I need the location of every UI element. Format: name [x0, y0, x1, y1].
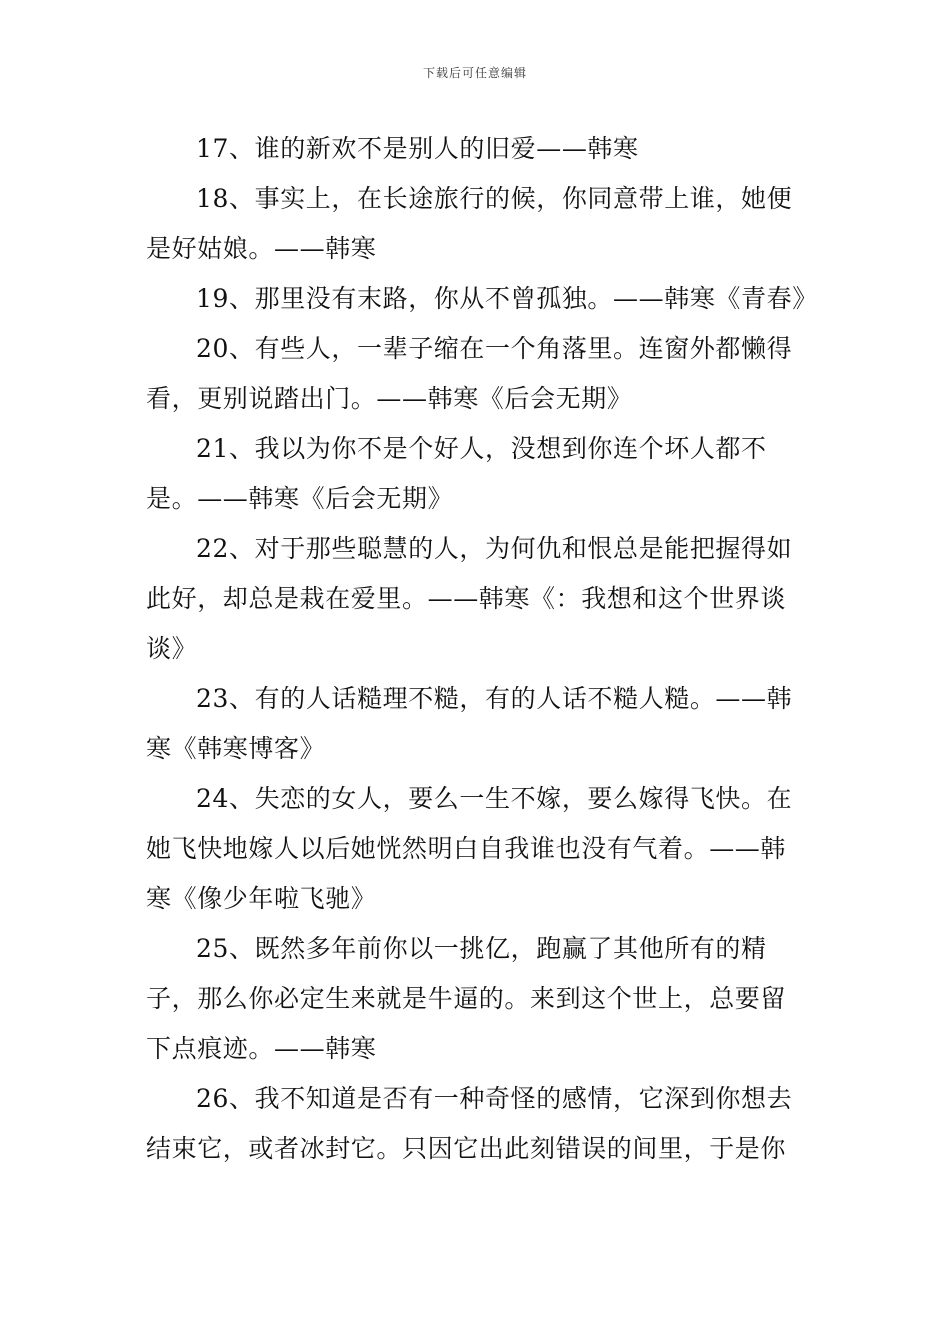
quote-paragraph-26: 26、我不知道是否有一种奇怪的感情，它深到你想去结束它，或者冰封它。只因它出此刻错误的间里，于是你 [146, 1084, 793, 1163]
quote-paragraph-20: 20、有些人，一辈子缩在一个角落里。连窗外都懒得看，更别说踏出门。——韩寒《后会无期》 [146, 334, 793, 413]
quote-paragraph-22: 22、对于那些聪慧的人，为何仇和恨总是能把握得如此好，却总是栽在爱里。——韩寒《：我想和这个世界谈谈》 [146, 534, 793, 663]
quote-paragraph-18: 18、事实上，在长途旅行的候，你同意带上谁，她便是好姑娘。——韩寒 [146, 184, 793, 263]
page-header-note: 下载后可任意编辑 [422, 66, 527, 80]
quote-paragraph-25: 25、既然多年前你以一挑亿，跑赢了其他所有的精子，那么你必定生来就是牛逼的。来到这个世上，总要留下点痕迹。——韩寒 [146, 934, 787, 1063]
quote-paragraph-21: 21、我以为你不是个好人，没想到你连个坏人都不是。——韩寒《后会无期》 [146, 434, 767, 513]
document-body [146, 124, 818, 1174]
quote-paragraph-19: 19、那里没有末路，你从不曾孤独。——韩寒《青春》 [196, 284, 818, 313]
quote-paragraph-24: 24、失恋的女人，要么一生不嫁，要么嫁得飞快。在她飞快地嫁人以后她恍然明白自我谁也没有气着。——韩寒《像少年啦飞驰》 [146, 784, 793, 913]
quote-paragraph-23: 23、有的人话糙理不糙，有的人话不糙人糙。——韩寒《韩寒博客》 [146, 684, 793, 763]
quote-paragraph-17: 17、谁的新欢不是别人的旧爱——韩寒 [196, 134, 639, 163]
